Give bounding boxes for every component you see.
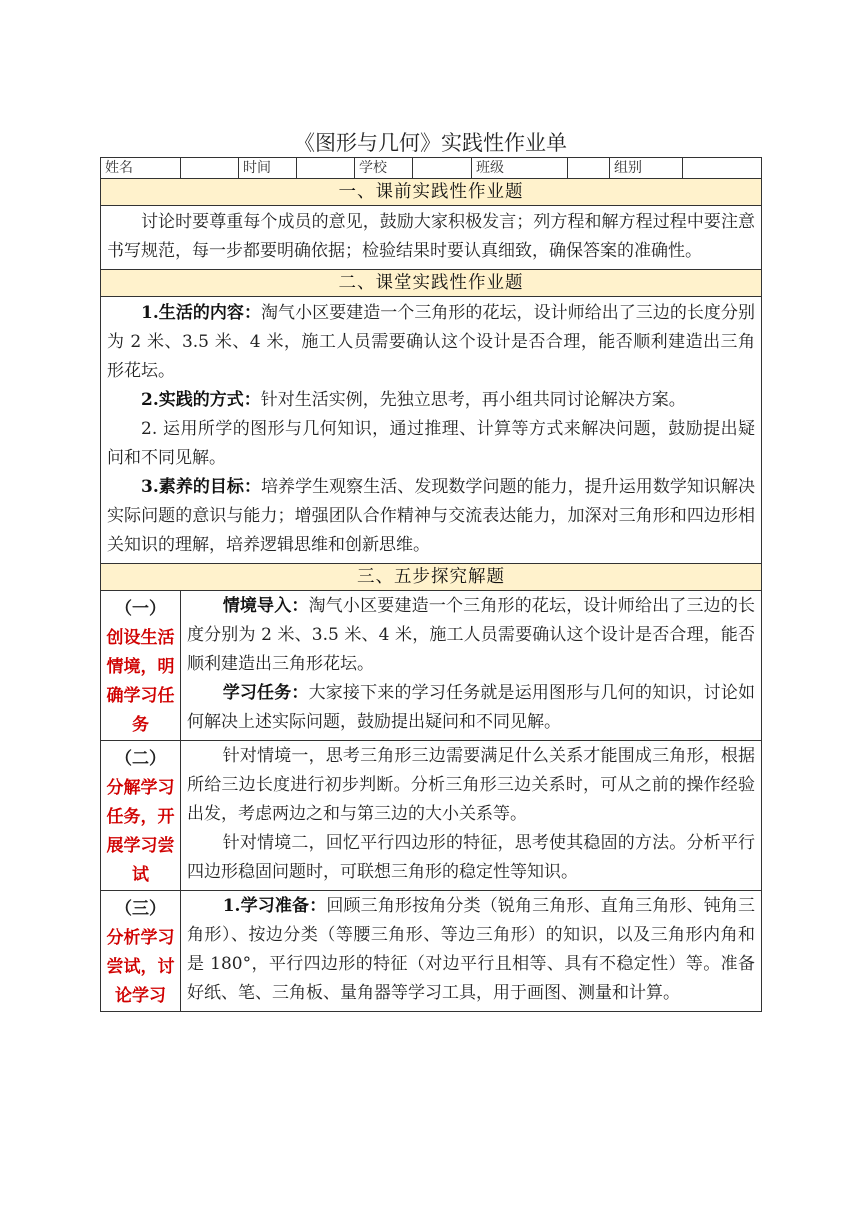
section2-header <box>101 270 762 297</box>
student-info-row <box>101 158 762 179</box>
group-field[interactable] <box>683 158 762 179</box>
school-label: 学校 <box>355 158 413 179</box>
section1-text: 讨论时要尊重每个成员的意见，鼓励大家积极发言；列方程和解方程过程中要注意书写规范，每一步都要明确依据；检验结果时要认真细致，确保答案的准确性。 <box>107 212 755 261</box>
learning-task-label: 学习任务： <box>222 683 309 703</box>
section1-body <box>101 206 762 270</box>
scenario-one-text: 针对情境一，思考三角形三边需要满足什么关系才能围成三角形，根据所给三边长度进行初步判断。分析三角形三边关系时，可从之前的操作经验出发，考虑两边之和与第三边的大小关系等。 <box>187 746 755 824</box>
step-2-row <box>101 741 762 891</box>
section2-body <box>101 297 762 564</box>
time-label: 时间 <box>239 158 297 179</box>
step-1-row <box>101 591 762 741</box>
step-3-number: （三） <box>115 899 166 919</box>
name-field[interactable] <box>181 158 239 179</box>
literacy-goal-text: 培养学生观察生活、发现数学问题的能力，提升运用数学知识解决实际问题的意识与能力；增强团队合作精神与交流表达能力，加深对三角形和四边形相关知识的理解，培养逻辑思维和创新思维。 <box>107 477 755 555</box>
scenario-two-text: 针对情境二，回忆平行四边形的特征，思考使其稳固的方法。分析平行四边形稳固问题时，可联想三角形的稳定性等知识。 <box>187 833 755 882</box>
practice-method-text: 针对生活实例，先独立思考，再小组共同讨论解决方案。 <box>260 390 686 410</box>
step-1-label <box>101 591 181 741</box>
step-2-number: （二） <box>115 749 166 769</box>
life-content-label: 1.生活的内容： <box>141 303 261 323</box>
learning-task-text: 大家接下来的学习任务就是运用图形与几何的知识，讨论如何解决上述实际问题，鼓励提出疑问和不同见解。 <box>187 683 756 732</box>
step-1-number: （一） <box>115 599 166 619</box>
study-prep-label: 1.学习准备： <box>222 896 327 916</box>
step-3-name: 分析学习尝试，讨论学习 <box>106 928 175 1006</box>
step-1-name: 创设生活情境，明确学习任务 <box>106 628 175 735</box>
section1-header <box>101 179 762 206</box>
page-title: 《图形与几何》实践性作业单 <box>294 131 567 155</box>
section3-header <box>101 564 762 591</box>
practice-method-text-2: 2. 运用所学的图形与几何知识，通过推理、计算等方式来解决问题，鼓励提出疑问和不同见解。 <box>107 419 755 468</box>
section3-heading: 三、五步探究解题 <box>101 564 762 591</box>
study-prep-text: 回顾三角形按角分类（锐角三角形、直角三角形、钝角三角形）、按边分类（等腰三角形、等边三角形）的知识，以及三角形内角和是 180°，平行四边形的特征（对边平行且相等、具有不稳定性）等。准备好纸、笔、三角板、量角器等学习工具，用于画图、测量和计算。 <box>187 896 756 1003</box>
school-field[interactable] <box>413 158 472 179</box>
scenario-intro-label: 情境导入： <box>222 596 309 616</box>
step-3-row <box>101 891 762 1012</box>
time-field[interactable] <box>297 158 355 179</box>
group-label: 组别 <box>610 158 683 179</box>
practice-method-label: 2.实践的方式： <box>141 390 261 410</box>
step-2-label <box>101 741 181 891</box>
class-label: 班级 <box>472 158 568 179</box>
worksheet-table <box>100 157 762 1012</box>
scenario-intro-text: 淘气小区要建造一个三角形的花坛，设计师给出了三边的长度分别为 2 米、3.5 米、4 米，施工人员需要确认这个设计是否合理，能否顺利建造出三角形花坛。 <box>187 596 756 674</box>
step-3-label <box>101 891 181 1012</box>
step-3-content <box>181 891 762 1012</box>
section1-heading: 一、课前实践性作业题 <box>101 179 762 206</box>
section2-heading: 二、课堂实践性作业题 <box>101 270 762 297</box>
life-content-text: 淘气小区要建造一个三角形的花坛，设计师给出了三边的长度分别为 2 米、3.5 米、4 米，施工人员需要确认这个设计是否合理，能否顺利建造出三角形花坛。 <box>107 303 755 381</box>
step-2-content <box>181 741 762 891</box>
step-2-name: 分解学习任务，开展学习尝试 <box>106 778 175 885</box>
literacy-goal-label: 3.素养的目标： <box>141 477 261 497</box>
class-field[interactable] <box>568 158 610 179</box>
name-label: 姓名 <box>101 158 181 179</box>
step-1-content <box>181 591 762 741</box>
